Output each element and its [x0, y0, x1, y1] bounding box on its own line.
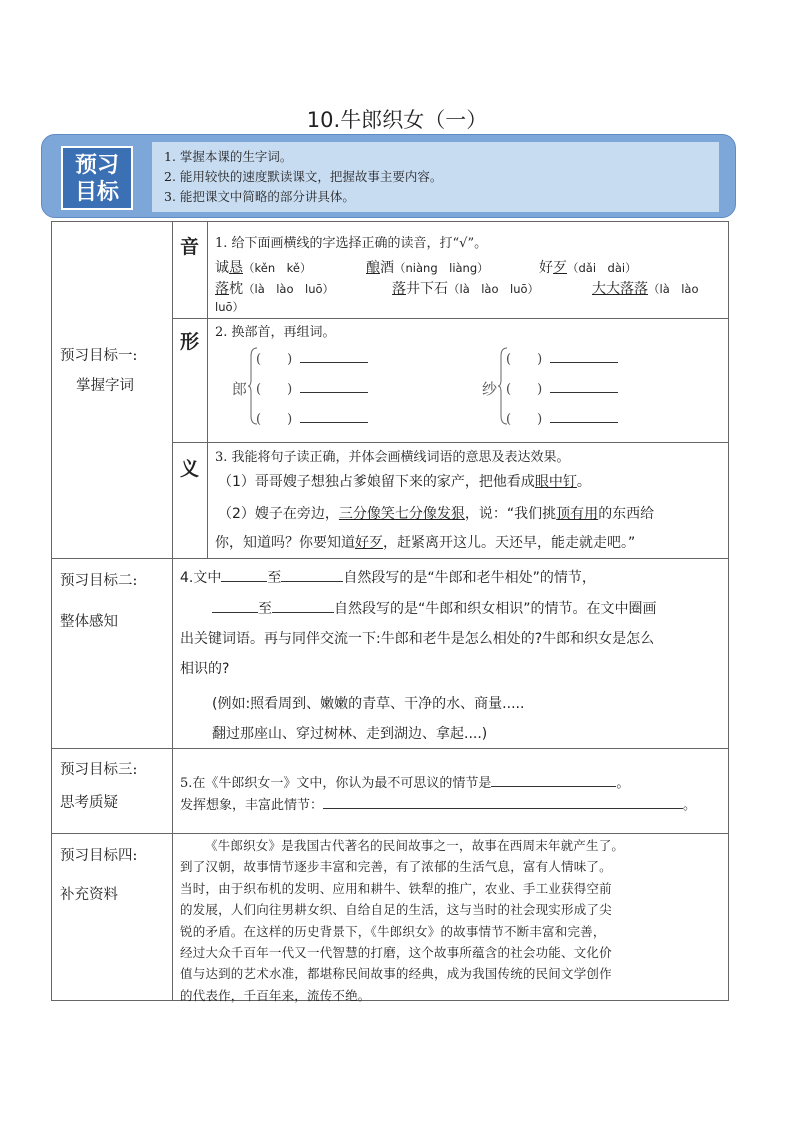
row-divider	[51, 748, 729, 749]
reference-line: 锐的矛盾。在这样的历史背景下，《牛郎织女》的故事情节不断丰富和完善，	[180, 923, 606, 939]
row-label-text: 思考质疑	[60, 795, 118, 811]
q1-word: 落枕（là lào luō）	[215, 281, 335, 297]
q1-word: 大大落落（là lào	[592, 281, 699, 297]
q1-word: 好歹（dǎi dài）	[539, 260, 637, 276]
q4-line-1: 4.文中 至 自然段写的是“牛郎和老牛相处”的情节，	[180, 570, 596, 586]
row-label-2	[60, 570, 137, 633]
q3-sentence-2-cont: 你，知道吗？你要知道好歹，赶紧离开这儿。天还早，能走就走吧。”	[215, 535, 636, 551]
q1-wrap: luō）	[215, 300, 245, 314]
row-divider	[51, 833, 729, 834]
row-divider	[172, 442, 729, 443]
q2-prompt: 2. 换部首，再组词。	[215, 325, 336, 340]
q3-sentence-1: （1）哥哥嫂子想独占爹娘留下来的家产，把他看成眼中钉。	[218, 474, 591, 490]
reference-line: 当时，由于织布机的发明、应用和耕牛、铁犁的推广，农业、手工业获得空前	[180, 880, 612, 896]
row-divider	[172, 318, 729, 319]
row-label-3	[60, 759, 137, 814]
q2-char-a: 郎	[232, 380, 248, 398]
reference-line: 到了汉朝，故事情节逐步丰富和完善，有了浓郁的生活气息，富有人情味了。	[180, 859, 612, 875]
q5-line-1: 5.在《牛郎织女一》文中，你认为最不可思议的情节是 。	[180, 776, 630, 791]
reference-line: 的代表作，千百年来，流传不绝。	[180, 987, 371, 1003]
goals-badge	[61, 146, 133, 210]
reference-line: 《牛郎织女》是我国古代著名的民间故事之一，故事在西周末年就产生了。	[205, 838, 625, 853]
goal-item: 1. 掌握本课的生字词。	[164, 149, 293, 164]
reference-line: 经过大众千百年一代又一代智慧的打磨，这个故事所蕴含的社会功能、文化价	[180, 945, 612, 961]
q5-line-2: 发挥想象，丰富此情节： 。	[180, 798, 697, 813]
reference-line: 的发展，人们向往男耕女织、自给自足的生活，这与当时的社会现实形成了尖	[180, 902, 612, 918]
q2-blanks-b: ( ) ( ) ( )	[506, 348, 618, 432]
badge-line1: 预习	[74, 153, 119, 178]
row-label-1	[60, 345, 137, 397]
goal-item: 3. 能把课文中简略的部分讲具体。	[164, 189, 355, 204]
q1-prompt: 1. 给下面画横线的字选择正确的读音，打“√”。	[215, 236, 488, 251]
section-yi: 义	[180, 458, 200, 480]
reference-paragraph	[180, 835, 624, 1006]
q1-word: 落井下石（là lào luō）	[392, 281, 540, 297]
section-xing: 形	[180, 331, 200, 353]
q4-line-4: 相识的?	[180, 661, 230, 677]
row-label-text: 预习目标三:	[60, 762, 138, 778]
q2-blanks-a: ( ) ( ) ( )	[256, 348, 368, 432]
page-title: 10.牛郎织女（一）	[306, 108, 488, 132]
row-label-text: 预习目标一:	[60, 348, 138, 364]
goals-list	[152, 142, 719, 212]
row-label-text: 补充资料	[60, 887, 118, 903]
q4-line-2: 至 自然段写的是“牛郎和织女相识”的情节。在文中圈画	[212, 598, 657, 618]
row-label-4	[60, 845, 137, 906]
q3-prompt: 3. 我能将句子读正确，并体会画横线词语的意思及表达效果。	[215, 450, 570, 465]
row-label-text: 整体感知	[60, 614, 118, 630]
reference-line: 值与达到的艺术水准，都堪称民间故事的经典，成为我国传统的民间文学创作	[180, 966, 612, 982]
col-divider-inner	[207, 221, 208, 558]
badge-line2: 目标	[74, 180, 119, 205]
row-label-text: 预习目标四:	[60, 848, 138, 864]
row-label-text: 预习目标二:	[60, 573, 138, 589]
row-divider	[51, 558, 729, 559]
section-yin: 音	[180, 236, 200, 258]
q2-char-b: 纱	[482, 380, 498, 398]
col-divider	[172, 221, 173, 1001]
q1-word: 酿酒（niàng liàng）	[366, 260, 489, 276]
q1-word: 诚恳（kěn kě）	[215, 260, 312, 276]
q3-sentence-2: （2）嫂子在旁边，三分像笑七分像发狠，说：“我们挑顶有用的东西给	[218, 506, 655, 522]
q4-example-1: (例如:照看周到、嫩嫩的青草、干净的水、商量.....	[212, 696, 525, 712]
q4-example-2: 翻过那座山、穿过树林、走到湖边、拿起....)	[212, 726, 488, 742]
goal-item: 2. 能用较快的速度默读课文，把握故事主要内容。	[164, 169, 443, 184]
q4-line-3: 出关键词语。再与同伴交流一下:牛郎和老牛是怎么相处的?牛郎和织女是怎么	[180, 631, 655, 647]
row-label-text: 掌握字词	[76, 378, 134, 394]
